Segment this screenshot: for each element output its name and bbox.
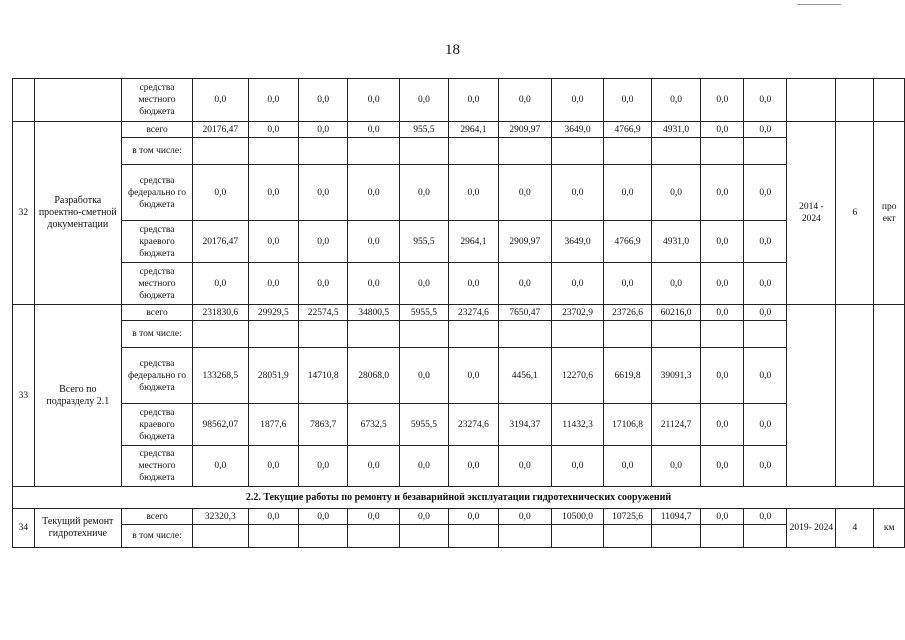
value-cell: 4456,1: [498, 348, 551, 404]
empty-cell: [348, 525, 399, 548]
count-cell: 6: [836, 122, 874, 305]
value-cell: 0,0: [193, 263, 248, 305]
value-cell: 28051,9: [248, 348, 298, 404]
empty-cell: [701, 321, 744, 348]
value-cell: 2964,1: [449, 122, 498, 138]
row-number: 33: [13, 305, 35, 487]
empty-cell: [701, 138, 744, 165]
count-cell: [836, 79, 874, 122]
num-cell: [13, 79, 35, 122]
empty-cell: [551, 321, 603, 348]
value-cell: 23274,6: [449, 305, 498, 321]
value-cell: 0,0: [551, 165, 603, 221]
source-label: средства местного бюджета: [121, 446, 192, 487]
table-row: [13, 122, 905, 138]
source-label: средства федерально го бюджета: [121, 165, 192, 221]
value-cell: 0,0: [604, 79, 652, 122]
value-cell: 0,0: [348, 263, 399, 305]
table-row: [13, 348, 905, 404]
value-cell: 20176,47: [193, 122, 248, 138]
empty-cell: [651, 321, 700, 348]
source-label: средства краевого бюджета: [121, 221, 192, 263]
value-cell: 6619,8: [604, 348, 652, 404]
empty-cell: [348, 321, 399, 348]
empty-cell: [348, 138, 399, 165]
value-cell: 0,0: [449, 165, 498, 221]
empty-cell: [298, 321, 347, 348]
value-cell: 98562,07: [193, 404, 248, 446]
value-cell: 0,0: [701, 509, 744, 525]
table-row: [13, 404, 905, 446]
value-cell: 0,0: [348, 165, 399, 221]
count-cell: 4: [836, 509, 874, 548]
value-cell: 21124,7: [651, 404, 700, 446]
value-cell: 0,0: [701, 446, 744, 487]
value-cell: 3649,0: [551, 221, 603, 263]
value-cell: 2909,97: [498, 221, 551, 263]
value-cell: 0,0: [298, 122, 347, 138]
value-cell: 5955,5: [399, 404, 448, 446]
period-cell: [787, 305, 836, 487]
value-cell: 0,0: [498, 263, 551, 305]
empty-cell: [449, 138, 498, 165]
table-row: [13, 509, 905, 525]
value-cell: 0,0: [744, 305, 787, 321]
header-rule: [797, 4, 841, 5]
value-cell: 0,0: [298, 221, 347, 263]
empty-cell: [193, 138, 248, 165]
source-label: средства местного бюджета: [121, 263, 192, 305]
name-cell: [34, 79, 121, 122]
empty-cell: [399, 321, 448, 348]
value-cell: 0,0: [701, 263, 744, 305]
empty-cell: [399, 525, 448, 548]
value-cell: 0,0: [298, 165, 347, 221]
value-cell: 28068,0: [348, 348, 399, 404]
section-heading-row: [13, 487, 905, 509]
source-label: средства краевого бюджета: [121, 404, 192, 446]
value-cell: 0,0: [744, 165, 787, 221]
value-cell: 0,0: [449, 79, 498, 122]
value-cell: 0,0: [399, 348, 448, 404]
value-cell: 4931,0: [651, 122, 700, 138]
value-cell: 0,0: [701, 79, 744, 122]
value-cell: 0,0: [744, 79, 787, 122]
value-cell: 29929,5: [248, 305, 298, 321]
source-label: всего: [121, 509, 192, 525]
value-cell: 0,0: [701, 165, 744, 221]
source-label: в том числе:: [121, 138, 192, 165]
value-cell: 10725,6: [604, 509, 652, 525]
value-cell: 0,0: [701, 305, 744, 321]
value-cell: 0,0: [498, 165, 551, 221]
value-cell: 0,0: [604, 446, 652, 487]
value-cell: 955,5: [399, 221, 448, 263]
value-cell: 1877,6: [248, 404, 298, 446]
value-cell: 0,0: [744, 348, 787, 404]
value-cell: 0,0: [604, 263, 652, 305]
value-cell: 4931,0: [651, 221, 700, 263]
value-cell: 23274,6: [449, 404, 498, 446]
value-cell: 20176,47: [193, 221, 248, 263]
unit-cell: км: [874, 509, 905, 548]
value-cell: 0,0: [744, 446, 787, 487]
value-cell: 0,0: [399, 79, 448, 122]
value-cell: 0,0: [193, 165, 248, 221]
row-number: 32: [13, 122, 35, 305]
value-cell: 6732,5: [348, 404, 399, 446]
empty-cell: [744, 525, 787, 548]
count-cell: [836, 305, 874, 487]
empty-cell: [248, 525, 298, 548]
value-cell: 0,0: [348, 221, 399, 263]
empty-cell: [449, 321, 498, 348]
empty-cell: [604, 525, 652, 548]
empty-cell: [498, 138, 551, 165]
empty-cell: [498, 321, 551, 348]
table-row: [13, 321, 905, 348]
empty-cell: [399, 138, 448, 165]
section-heading: 2.2. Текущие работы по ремонту и безаварийной эксплуатации гидротехнических сооружений: [13, 487, 905, 509]
value-cell: 14710,8: [298, 348, 347, 404]
empty-cell: [551, 525, 603, 548]
value-cell: 0,0: [399, 509, 448, 525]
empty-cell: [651, 138, 700, 165]
empty-cell: [701, 525, 744, 548]
period-cell: [787, 79, 836, 122]
value-cell: 22574,5: [298, 305, 347, 321]
value-cell: 0,0: [744, 263, 787, 305]
period-cell: 2019- 2024: [787, 509, 836, 548]
source-label: средства федерально го бюджета: [121, 348, 192, 404]
empty-cell: [193, 525, 248, 548]
source-label: всего: [121, 305, 192, 321]
value-cell: 11432,3: [551, 404, 603, 446]
empty-cell: [498, 525, 551, 548]
value-cell: 0,0: [498, 509, 551, 525]
value-cell: 0,0: [498, 446, 551, 487]
value-cell: 0,0: [701, 348, 744, 404]
value-cell: 0,0: [248, 221, 298, 263]
table-row: [13, 165, 905, 221]
value-cell: 0,0: [449, 446, 498, 487]
value-cell: 0,0: [744, 122, 787, 138]
value-cell: 0,0: [399, 165, 448, 221]
value-cell: 12270,6: [551, 348, 603, 404]
source-label: в том числе:: [121, 525, 192, 548]
value-cell: 10500,0: [551, 509, 603, 525]
empty-cell: [744, 321, 787, 348]
empty-cell: [298, 525, 347, 548]
value-cell: 0,0: [348, 446, 399, 487]
value-cell: 0,0: [651, 263, 700, 305]
value-cell: 0,0: [298, 446, 347, 487]
table-row: [13, 525, 905, 548]
value-cell: 0,0: [551, 263, 603, 305]
value-cell: 0,0: [348, 79, 399, 122]
value-cell: 0,0: [248, 122, 298, 138]
unit-cell: [874, 79, 905, 122]
value-cell: 2964,1: [449, 221, 498, 263]
value-cell: 34800,5: [348, 305, 399, 321]
value-cell: 0,0: [248, 509, 298, 525]
empty-cell: [248, 138, 298, 165]
source-label: в том числе:: [121, 321, 192, 348]
value-cell: 0,0: [298, 79, 347, 122]
value-cell: 3194,37: [498, 404, 551, 446]
value-cell: 0,0: [399, 263, 448, 305]
value-cell: 0,0: [744, 404, 787, 446]
table-row: [13, 79, 905, 122]
table-row: [13, 138, 905, 165]
empty-cell: [193, 321, 248, 348]
value-cell: 133268,5: [193, 348, 248, 404]
empty-cell: [604, 138, 652, 165]
value-cell: 0,0: [701, 221, 744, 263]
source-label: всего: [121, 122, 192, 138]
value-cell: 231830,6: [193, 305, 248, 321]
value-cell: 0,0: [193, 79, 248, 122]
value-cell: 0,0: [449, 263, 498, 305]
item-name: Текущий ремонт гидротехниче: [34, 509, 121, 548]
page-number: 18: [445, 42, 460, 58]
budget-table: [12, 78, 905, 548]
table-row: [13, 305, 905, 321]
value-cell: 0,0: [701, 122, 744, 138]
table-row: [13, 221, 905, 263]
empty-cell: [551, 138, 603, 165]
value-cell: 0,0: [744, 509, 787, 525]
value-cell: 0,0: [449, 509, 498, 525]
value-cell: 0,0: [651, 79, 700, 122]
row-number: 34: [13, 509, 35, 548]
value-cell: 39091,3: [651, 348, 700, 404]
table-row: [13, 446, 905, 487]
value-cell: 0,0: [348, 122, 399, 138]
value-cell: 0,0: [248, 79, 298, 122]
value-cell: 7650,47: [498, 305, 551, 321]
value-cell: 0,0: [193, 446, 248, 487]
value-cell: 0,0: [604, 165, 652, 221]
empty-cell: [651, 525, 700, 548]
value-cell: 0,0: [744, 221, 787, 263]
value-cell: 0,0: [651, 165, 700, 221]
value-cell: 0,0: [551, 79, 603, 122]
value-cell: 2909,97: [498, 122, 551, 138]
value-cell: 0,0: [298, 263, 347, 305]
value-cell: 60216,0: [651, 305, 700, 321]
unit-cell: [874, 305, 905, 487]
period-cell: 2014 - 2024: [787, 122, 836, 305]
value-cell: 32320,3: [193, 509, 248, 525]
value-cell: 17106,8: [604, 404, 652, 446]
value-cell: 4766,9: [604, 122, 652, 138]
source-label: средства местного бюджета: [121, 79, 192, 122]
value-cell: 0,0: [651, 446, 700, 487]
value-cell: 7863,7: [298, 404, 347, 446]
value-cell: 955,5: [399, 122, 448, 138]
value-cell: 11094,7: [651, 509, 700, 525]
table-row: [13, 263, 905, 305]
value-cell: 0,0: [248, 263, 298, 305]
value-cell: 5955,5: [399, 305, 448, 321]
empty-cell: [298, 138, 347, 165]
value-cell: 0,0: [551, 446, 603, 487]
value-cell: 0,0: [701, 404, 744, 446]
value-cell: 0,0: [498, 79, 551, 122]
item-name: Всего по подразделу 2.1: [34, 305, 121, 487]
value-cell: 0,0: [248, 446, 298, 487]
value-cell: 0,0: [248, 165, 298, 221]
value-cell: 0,0: [399, 446, 448, 487]
value-cell: 23726,6: [604, 305, 652, 321]
empty-cell: [744, 138, 787, 165]
value-cell: 0,0: [348, 509, 399, 525]
value-cell: 0,0: [298, 509, 347, 525]
empty-cell: [248, 321, 298, 348]
value-cell: 4766,9: [604, 221, 652, 263]
value-cell: 23702,9: [551, 305, 603, 321]
item-name: Разработка проектно-сметной документации: [34, 122, 121, 305]
value-cell: 3649,0: [551, 122, 603, 138]
empty-cell: [604, 321, 652, 348]
empty-cell: [449, 525, 498, 548]
unit-cell: про ект: [874, 122, 905, 305]
value-cell: 0,0: [449, 348, 498, 404]
